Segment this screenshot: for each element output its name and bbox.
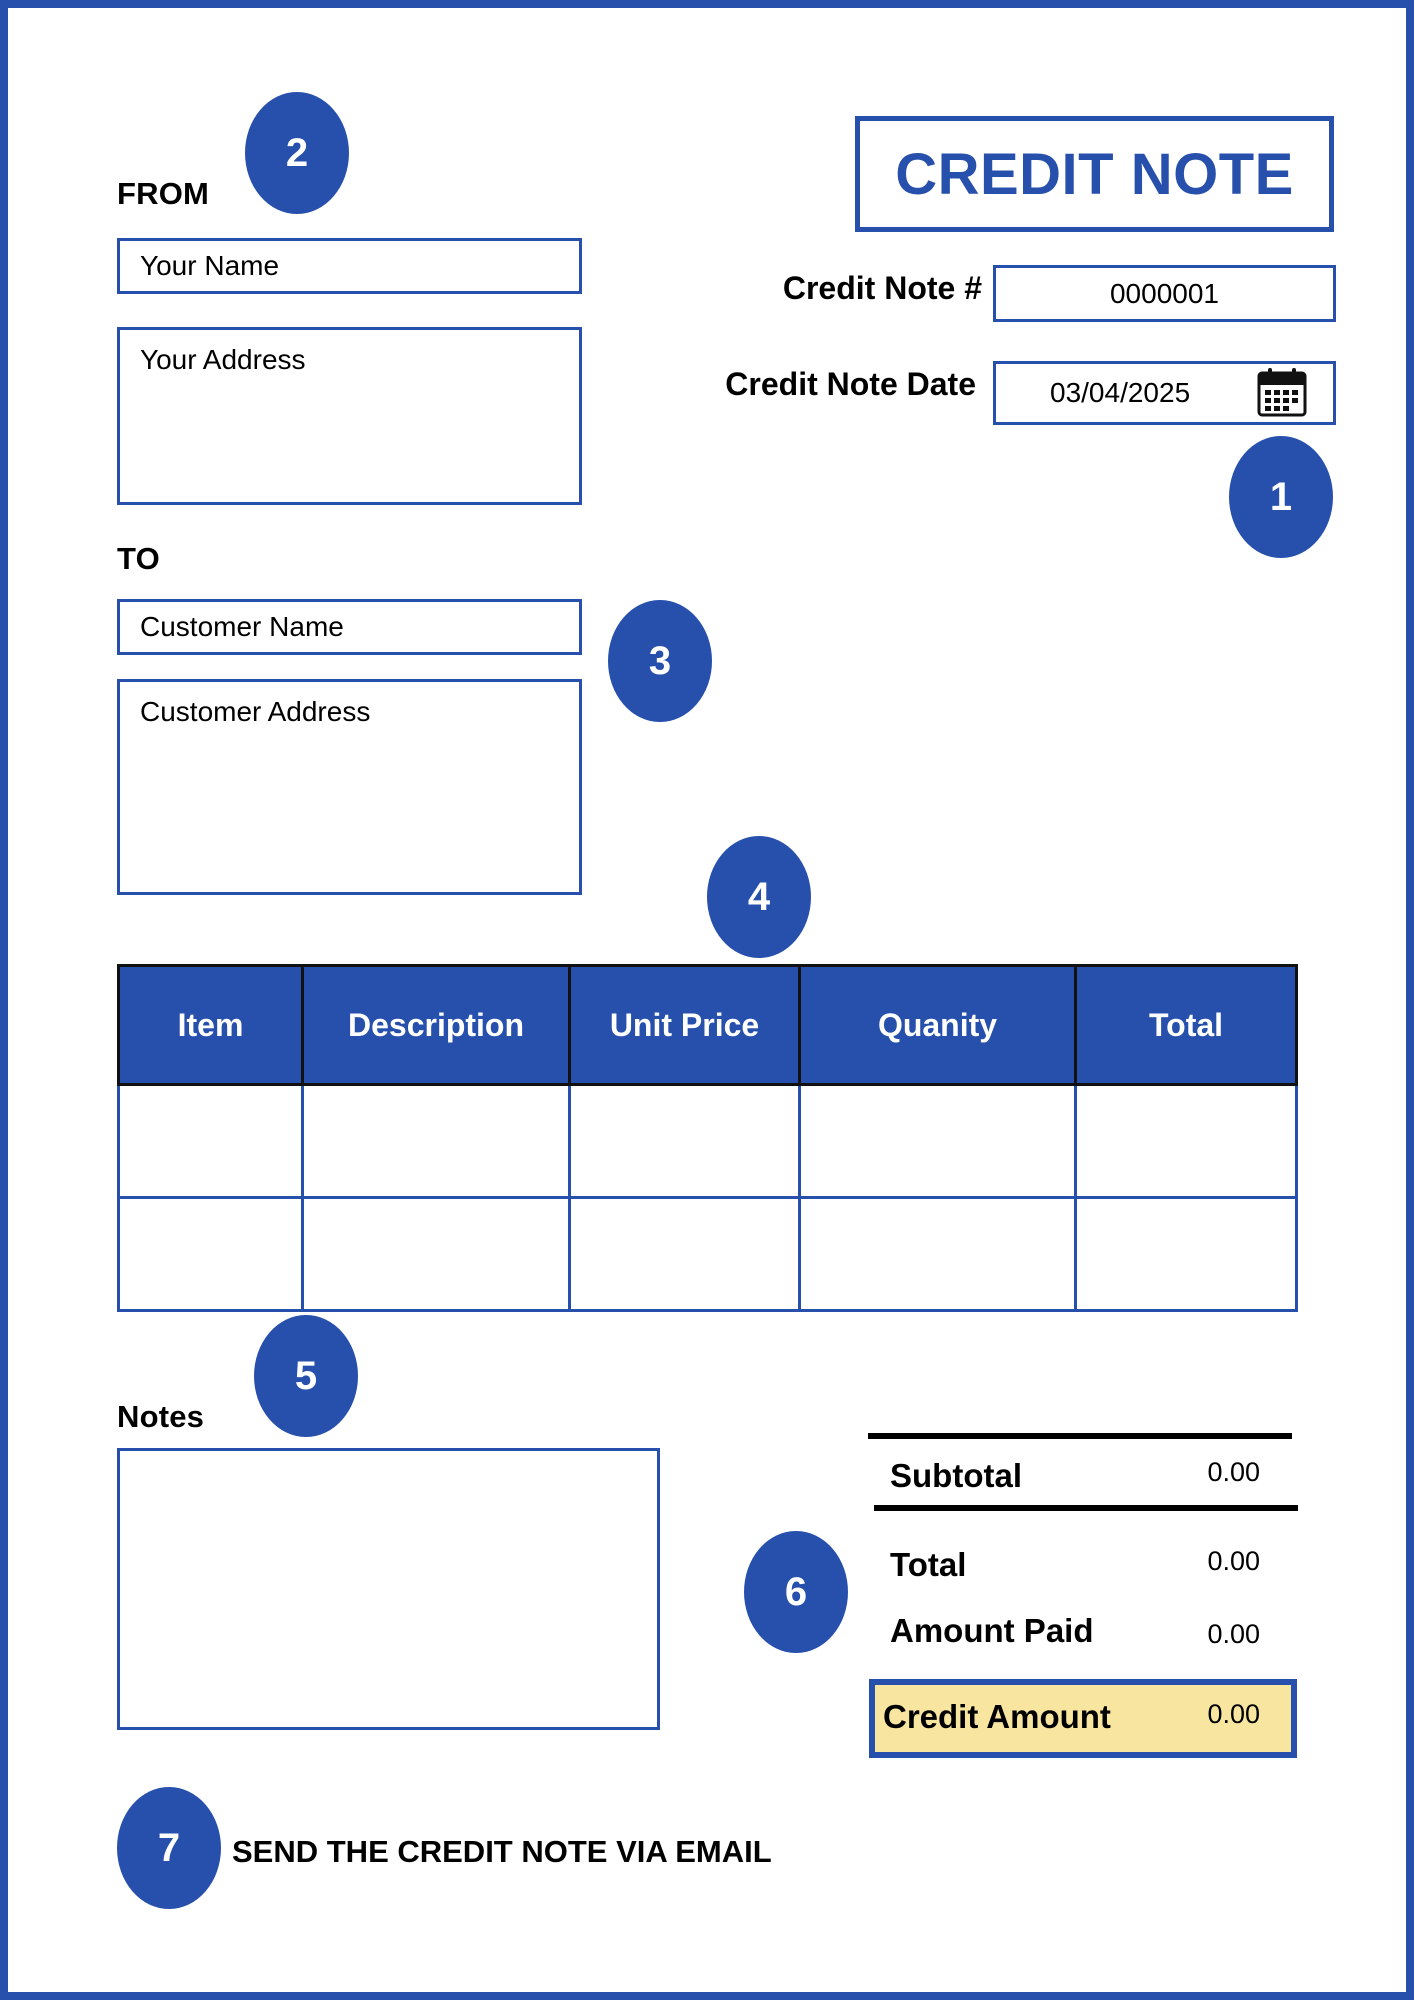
to-name-placeholder: Customer Name bbox=[140, 611, 344, 642]
step-badge-4: 4 bbox=[707, 836, 811, 958]
credit-note-number-value: 0000001 bbox=[1109, 277, 1219, 309]
calendar-icon[interactable] bbox=[1257, 367, 1307, 417]
subtotal-bottom-rule bbox=[874, 1505, 1298, 1511]
amount-paid-label: Amount Paid bbox=[890, 1612, 1094, 1649]
item-cell[interactable] bbox=[119, 1085, 303, 1198]
credit-note-number-label: Credit Note # bbox=[782, 270, 982, 306]
step-badge-2: 2 bbox=[245, 92, 349, 214]
description-cell[interactable] bbox=[303, 1198, 570, 1311]
credit-note-date-label: Credit Note Date bbox=[725, 366, 976, 402]
step-badge-3: 3 bbox=[608, 600, 712, 722]
header-description: Description bbox=[303, 966, 570, 1085]
step-badge-1: 1 bbox=[1229, 436, 1333, 558]
table-row bbox=[119, 1198, 1297, 1311]
credit-amount-label: Credit Amount bbox=[883, 1698, 1111, 1735]
from-name-placeholder: Your Name bbox=[140, 250, 280, 281]
from-address-field[interactable] bbox=[117, 327, 582, 505]
notes-field[interactable] bbox=[117, 1448, 660, 1730]
step-badge-5: 5 bbox=[254, 1315, 358, 1437]
header-item: Item bbox=[119, 966, 303, 1085]
document-title bbox=[855, 116, 1334, 232]
total-label: Total bbox=[890, 1546, 967, 1583]
subtotal-value: 0.00 bbox=[1207, 1457, 1260, 1487]
notes-heading: Notes bbox=[117, 1399, 205, 1434]
to-name-field[interactable] bbox=[117, 599, 582, 655]
document-title-text: CREDIT NOTE bbox=[895, 141, 1294, 207]
to-heading: TO bbox=[117, 541, 160, 576]
subtotal-label: Subtotal bbox=[890, 1457, 1022, 1494]
quantity-cell[interactable] bbox=[800, 1198, 1076, 1311]
total-value: 0.00 bbox=[1207, 1546, 1260, 1576]
description-cell[interactable] bbox=[303, 1085, 570, 1198]
credit-note-number-field[interactable] bbox=[993, 265, 1336, 322]
send-email-button[interactable]: SEND THE CREDIT NOTE VIA EMAIL bbox=[232, 1834, 772, 1869]
header-unit-price: Unit Price bbox=[570, 966, 800, 1085]
to-address-placeholder: Customer Address bbox=[140, 696, 371, 727]
table-header-row bbox=[119, 966, 1297, 1085]
items-table bbox=[117, 964, 1298, 1312]
subtotal-top-rule bbox=[868, 1433, 1292, 1439]
step-badge-7: 7 bbox=[117, 1787, 221, 1909]
step-badge-6: 6 bbox=[744, 1531, 848, 1653]
unit-price-cell[interactable] bbox=[570, 1085, 800, 1198]
from-heading: FROM bbox=[117, 176, 210, 211]
credit-amount-value: 0.00 bbox=[1207, 1699, 1260, 1729]
amount-paid-value: 0.00 bbox=[1207, 1619, 1260, 1649]
from-address-placeholder: Your Address bbox=[140, 344, 306, 375]
from-name-field[interactable] bbox=[117, 238, 582, 294]
total-cell[interactable] bbox=[1076, 1085, 1297, 1198]
header-total: Total bbox=[1076, 966, 1297, 1085]
unit-price-cell[interactable] bbox=[570, 1198, 800, 1311]
credit-note-date-value: 03/04/2025 bbox=[1050, 377, 1191, 408]
header-quantity: Quanity bbox=[800, 966, 1076, 1085]
item-cell[interactable] bbox=[119, 1198, 303, 1311]
total-cell[interactable] bbox=[1076, 1198, 1297, 1311]
quantity-cell[interactable] bbox=[800, 1085, 1076, 1198]
to-address-field[interactable] bbox=[117, 679, 582, 895]
table-row bbox=[119, 1085, 1297, 1198]
